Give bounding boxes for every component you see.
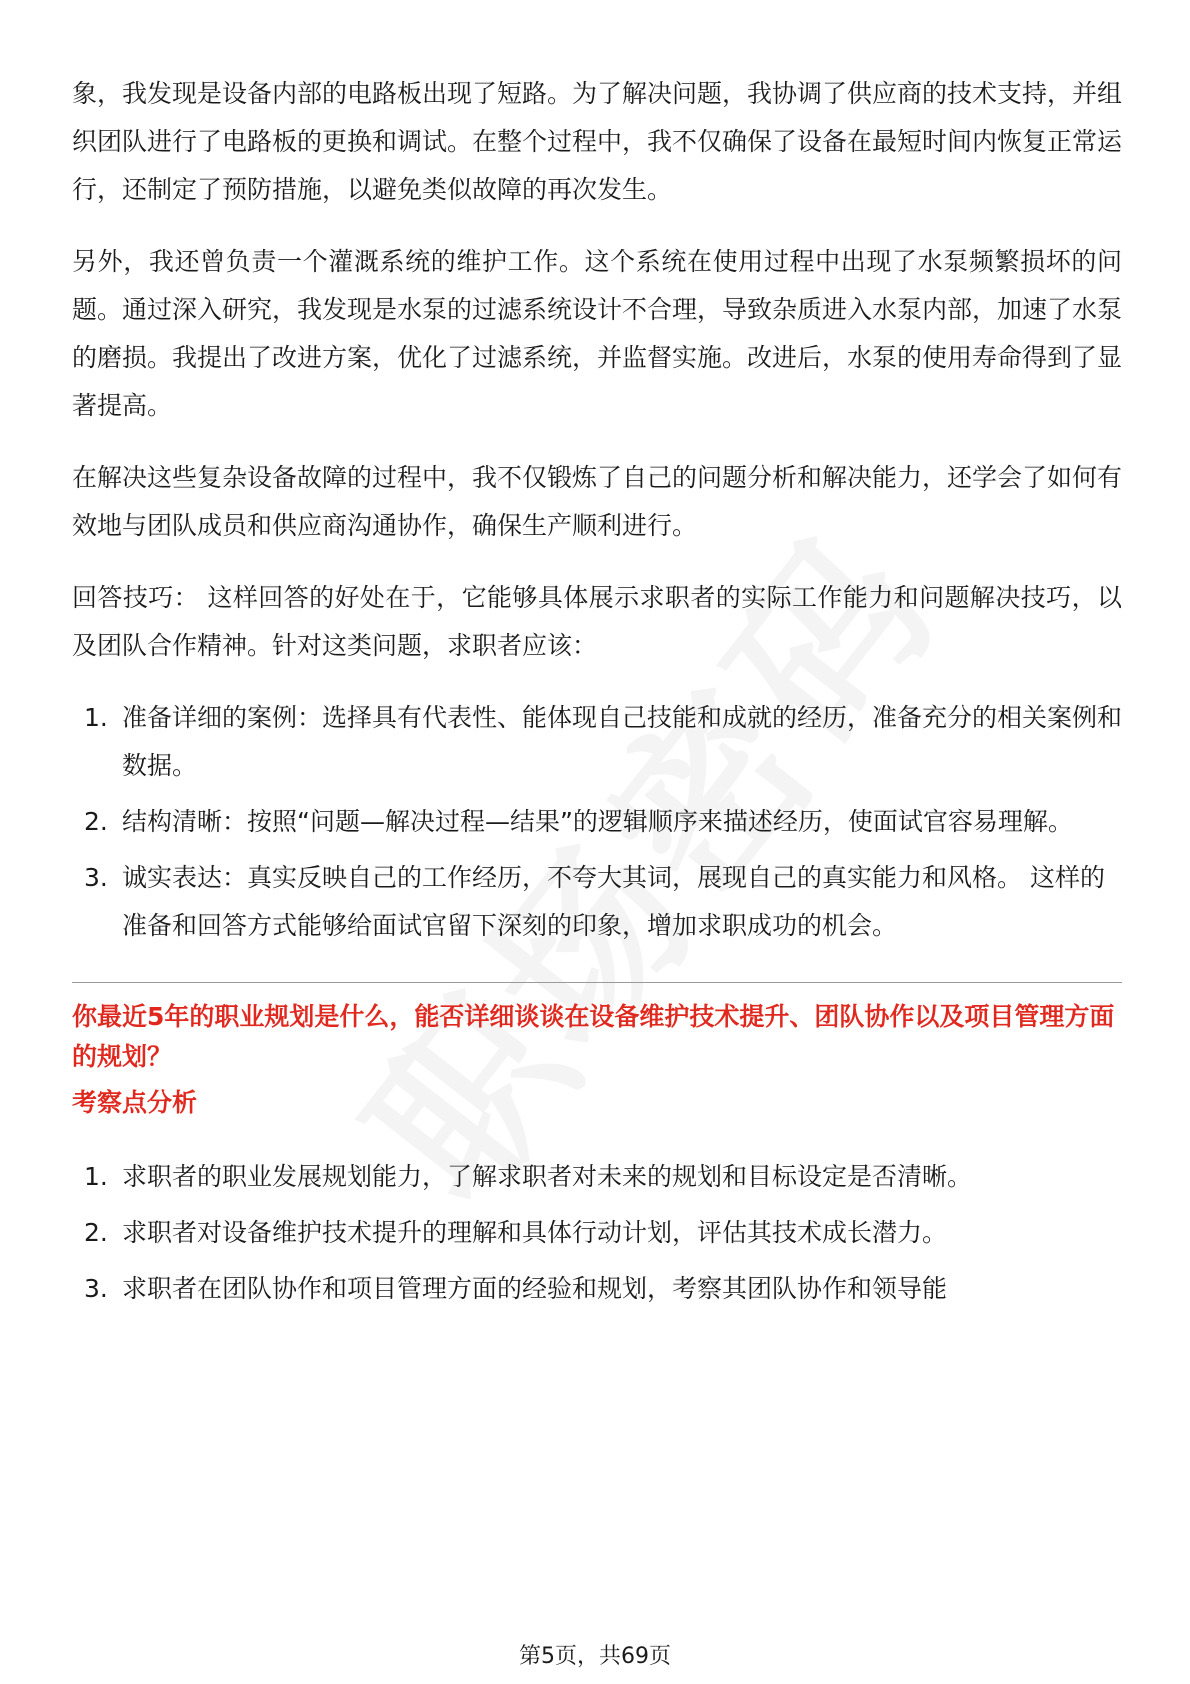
tips-list <box>72 694 1122 950</box>
page-footer: 第5页，共69页 <box>519 1644 671 1669</box>
list-item <box>72 1209 1122 1257</box>
list-number: 3. <box>84 863 108 892</box>
list-text: 结构清晰：按照“问题—解决过程—结果”的逻辑顺序来描述经历，使面试官容易理解。 <box>122 807 1073 836</box>
paragraph-circuit-board: 象，我发现是设备内部的电路板出现了短路。为了解决问题，我协调了供应商的技术支持，并组织团队进行了电路板的更换和调试。在整个过程中，我不仅确保了设备在最短时间内恢复正常运行，还制定了预防措施，以避免类似故障的再次发生。 <box>72 79 1123 204</box>
list-number: 1. <box>84 703 108 732</box>
list-text: 求职者的职业发展规划能力，了解求职者对未来的规划和目标设定是否清晰。 <box>122 1162 973 1191</box>
analysis-list <box>72 1153 1122 1313</box>
list-item <box>72 694 1122 790</box>
list-number: 2. <box>84 807 108 836</box>
list-text: 求职者对设备维护技术提升的理解和具体行动计划，评估其技术成长潜力。 <box>122 1218 948 1247</box>
page-content <box>72 70 1122 1337</box>
list-item <box>72 798 1122 846</box>
analysis-heading: 考察点分析 <box>72 1088 198 1117</box>
list-text: 准备详细的案例：选择具有代表性、能体现自己技能和成就的经历，准备充分的相关案例和数据。 <box>122 703 1123 780</box>
paragraph-answer-tips: 回答技巧： 这样回答的好处在于，它能够具体展示求职者的实际工作能力和问题解决技巧，以及团队合作精神。针对这类问题，求职者应该： <box>72 583 1122 660</box>
list-text: 求职者在团队协作和项目管理方面的经验和规划，考察其团队协作和领导能 <box>122 1274 948 1303</box>
list-number: 2. <box>84 1218 108 1247</box>
list-item <box>72 1153 1122 1201</box>
list-number: 3. <box>84 1274 108 1303</box>
paragraph-summary: 在解决这些复杂设备故障的过程中，我不仅锻炼了自己的问题分析和解决能力，还学会了如何有效地与团队成员和供应商沟通协作，确保生产顺利进行。 <box>72 463 1123 540</box>
list-item <box>72 854 1122 950</box>
paragraph-irrigation-system: 另外，我还曾负责一个灌溉系统的维护工作。这个系统在使用过程中出现了水泵频繁损坏的问题。通过深入研究，我发现是水泵的过滤系统设计不合理，导致杂质进入水泵内部，加速了水泵的磨损。我提出了改进方案，优化了过滤系统，并监督实施。改进后，水泵的使用寿命得到了显著提高。 <box>72 247 1123 420</box>
list-text: 诚实表达：真实反映自己的工作经历，不夸大其词，展现自己的真实能力和风格。 这样的准备和回答方式能够给面试官留下深刻的印象，增加求职成功的机会。 <box>122 863 1105 940</box>
section-divider <box>72 982 1122 983</box>
question-heading: 你最近5年的职业规划是什么，能否详细谈谈在设备维护技术提升、团队协作以及项目管理方面的规划？ <box>72 1002 1115 1071</box>
list-number: 1. <box>84 1162 108 1191</box>
list-item <box>72 1265 1122 1313</box>
